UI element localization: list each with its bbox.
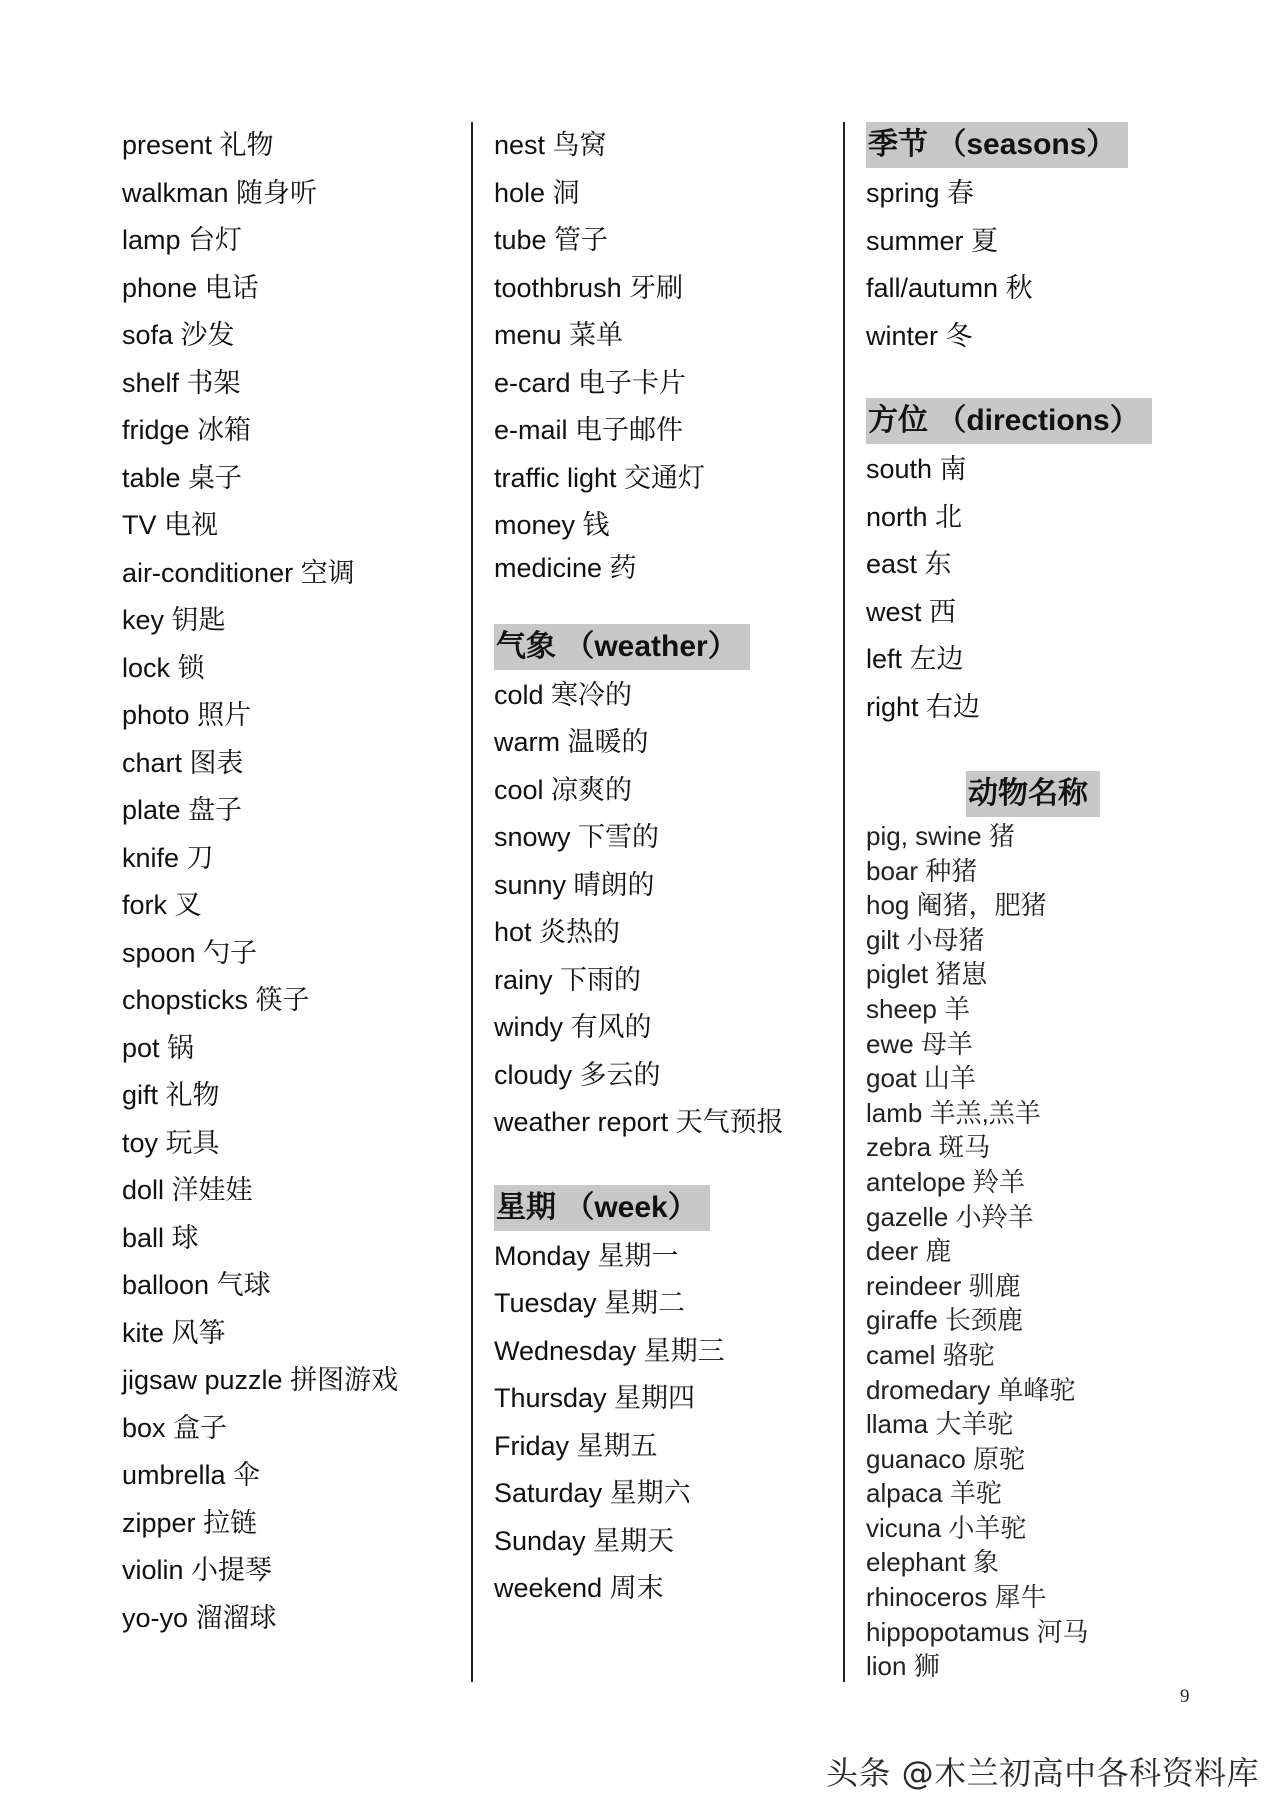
vocab-item: sofa 沙发 — [122, 320, 235, 350]
vocab-item: zipper 拉链 — [122, 1507, 258, 1538]
column-divider-right — [843, 122, 845, 1682]
vocab-item: hole 洞 — [494, 177, 580, 208]
vocab-item: llama 大羊驼 — [866, 1409, 1014, 1440]
vocab-item: pig, swine 猪 — [866, 821, 1015, 851]
vocab-item: Monday 星期一 — [494, 1240, 679, 1271]
vocab-item: e-mail 电子邮件 — [494, 415, 684, 445]
vocab-item: gift 礼物 — [122, 1080, 220, 1110]
page-number: 9 — [1180, 1686, 1190, 1707]
vocab-item: dromedary 单峰驼 — [866, 1374, 1076, 1405]
watermark: 头条 @木兰初高中各科资料库 — [826, 1754, 1260, 1792]
vocab-item: table 桌子 — [122, 462, 243, 493]
vocab-item: e-card 电子卡片 — [494, 367, 687, 398]
vocab-list-directions — [866, 446, 1226, 731]
vocab-item: ball 球 — [122, 1222, 199, 1253]
column-household-items — [122, 122, 462, 1642]
vocab-item: cold 寒冷的 — [494, 679, 633, 710]
vocab-item: vicuna 小羊驼 — [866, 1512, 1027, 1543]
vocab-item: Friday 星期五 — [494, 1430, 658, 1461]
vocab-item: pot 锅 — [122, 1032, 195, 1063]
vocab-item: jigsaw puzzle 拼图游戏 — [122, 1365, 399, 1395]
section-directions — [866, 398, 1226, 731]
vocab-item: Wednesday 星期三 — [494, 1335, 725, 1366]
vocab-item: box 盒子 — [122, 1412, 228, 1443]
vocab-item: deer 鹿 — [866, 1236, 952, 1267]
vocab-item: west 西 — [866, 596, 957, 627]
section-heading-animals: 动物名称 — [966, 771, 1100, 817]
vocab-item: fork 叉 — [122, 890, 202, 920]
vocab-item: doll 洋娃娃 — [122, 1175, 253, 1205]
vocab-item: rainy 下雨的 — [494, 964, 642, 995]
vocab-item: knife 刀 — [122, 842, 214, 873]
vocab-list-animals — [866, 819, 1226, 1684]
vocab-item: key 钥匙 — [122, 605, 226, 635]
vocab-item: left 左边 — [866, 644, 964, 674]
vocab-item: warm 温暖的 — [494, 727, 649, 757]
vocab-item: spoon 勺子 — [122, 937, 258, 968]
vocab-item: hot 炎热的 — [494, 917, 621, 947]
vocab-list-seasons — [866, 170, 1226, 360]
vocab-item: goat 山羊 — [866, 1063, 976, 1094]
vocab-item: snowy 下雪的 — [494, 822, 660, 852]
section-heading-seasons: 季节 （seasons） — [866, 122, 1128, 168]
vocab-item: chart 图表 — [122, 747, 244, 778]
vocab-item: sheep 羊 — [866, 993, 971, 1024]
vocab-item: alpaca 羊驼 — [866, 1478, 1002, 1509]
vocab-item: fridge 冰箱 — [122, 415, 252, 445]
vocab-item: gazelle 小羚羊 — [866, 1201, 1034, 1232]
vocab-item: Thursday 星期四 — [494, 1383, 696, 1413]
vocab-item: lamp 台灯 — [122, 225, 243, 255]
vocab-item: umbrella 伞 — [122, 1460, 261, 1490]
vocab-item: phone 电话 — [122, 272, 259, 303]
vocab-list-week — [494, 1233, 834, 1613]
vocab-item: traffic light 交通灯 — [494, 462, 706, 493]
vocab-item: air-conditioner 空调 — [122, 557, 355, 588]
vocab-item: piglet 猪崽 — [866, 959, 988, 990]
vocab-item: south 南 — [866, 454, 967, 484]
vocab-item: lion 狮 — [866, 1651, 940, 1682]
vocab-item: kite 风筝 — [122, 1317, 226, 1348]
vocab-item: toy 玩具 — [122, 1127, 220, 1158]
vocab-item: camel 骆驼 — [866, 1339, 995, 1370]
vocab-item: reindeer 驯鹿 — [866, 1270, 1021, 1301]
vocab-item: menu 菜单 — [494, 320, 624, 350]
vocab-item: giraffe 长颈鹿 — [866, 1305, 1024, 1336]
vocab-item: guanaco 原驼 — [866, 1443, 1025, 1474]
column-right — [866, 122, 1226, 1684]
vocab-item: summer 夏 — [866, 225, 999, 256]
vocab-item: elephant 象 — [866, 1547, 999, 1578]
vocab-item: ewe 母羊 — [866, 1028, 973, 1059]
column-divider-left — [471, 122, 473, 1682]
vocab-item: photo 照片 — [122, 700, 252, 730]
vocab-item: weekend 周末 — [494, 1573, 664, 1603]
column-middle — [494, 122, 834, 1613]
vocab-item: right 右边 — [866, 691, 981, 722]
vocab-item: yo-yo 溜溜球 — [122, 1602, 277, 1633]
vocab-item: violin 小提琴 — [122, 1555, 273, 1585]
vocab-item: toothbrush 牙刷 — [494, 272, 684, 303]
vocab-item: north 北 — [866, 501, 963, 532]
vocab-item: weather report 天气预报 — [494, 1107, 784, 1137]
vocab-item: medicine 药 — [494, 552, 637, 583]
vocab-item: hippopotamus 河马 — [866, 1616, 1089, 1647]
vocab-item: gilt 小母猪 — [866, 924, 985, 955]
vocab-list-objects — [494, 122, 834, 550]
vocab-item: cool 凉爽的 — [494, 774, 633, 805]
vocab-item: boar 种猪 — [866, 855, 978, 886]
vocab-item: chopsticks 筷子 — [122, 985, 310, 1015]
vocab-item: sunny 晴朗的 — [494, 869, 655, 900]
vocab-item: Sunday 星期天 — [494, 1525, 675, 1556]
vocab-item: lock 锁 — [122, 652, 205, 683]
vocab-item: zebra 斑马 — [866, 1132, 991, 1163]
section-heading-directions: 方位 （directions） — [866, 398, 1152, 444]
vocab-item: lamb 羊羔,羔羊 — [866, 1097, 1041, 1128]
section-weather — [494, 624, 834, 1147]
vocab-item: walkman 随身听 — [122, 177, 318, 208]
vocab-item: plate 盘子 — [122, 795, 243, 825]
vocab-list-weather — [494, 672, 834, 1147]
vocab-item: east 东 — [866, 549, 952, 579]
section-heading-week: 星期 （week） — [494, 1185, 710, 1231]
vocab-item: antelope 羚羊 — [866, 1166, 1025, 1197]
section-heading-weather: 气象 （weather） — [494, 624, 750, 670]
section-seasons — [866, 122, 1226, 360]
vocab-item: rhinoceros 犀牛 — [866, 1582, 1047, 1613]
vocab-item: shelf 书架 — [122, 367, 241, 398]
vocab-item: winter 冬 — [866, 320, 973, 351]
vocab-item: hog 阉猪，肥猪 — [866, 890, 1047, 921]
vocab-item: money 钱 — [494, 510, 610, 540]
vocab-item: balloon 气球 — [122, 1270, 271, 1300]
vocab-item: TV 电视 — [122, 510, 219, 540]
vocab-item: cloudy 多云的 — [494, 1059, 661, 1090]
vocab-item: nest 鸟窝 — [494, 130, 607, 160]
section-animals — [866, 771, 1226, 819]
vocab-item: Tuesday 星期二 — [494, 1288, 686, 1318]
section-week — [494, 1185, 834, 1613]
vocab-item: tube 管子 — [494, 225, 609, 255]
vocab-item: Saturday 星期六 — [494, 1478, 691, 1508]
vocab-item: windy 有风的 — [494, 1012, 652, 1042]
vocab-item: spring 春 — [866, 178, 975, 208]
vocab-item: present 礼物 — [122, 130, 274, 160]
vocab-item: fall/autumn 秋 — [866, 273, 1033, 303]
